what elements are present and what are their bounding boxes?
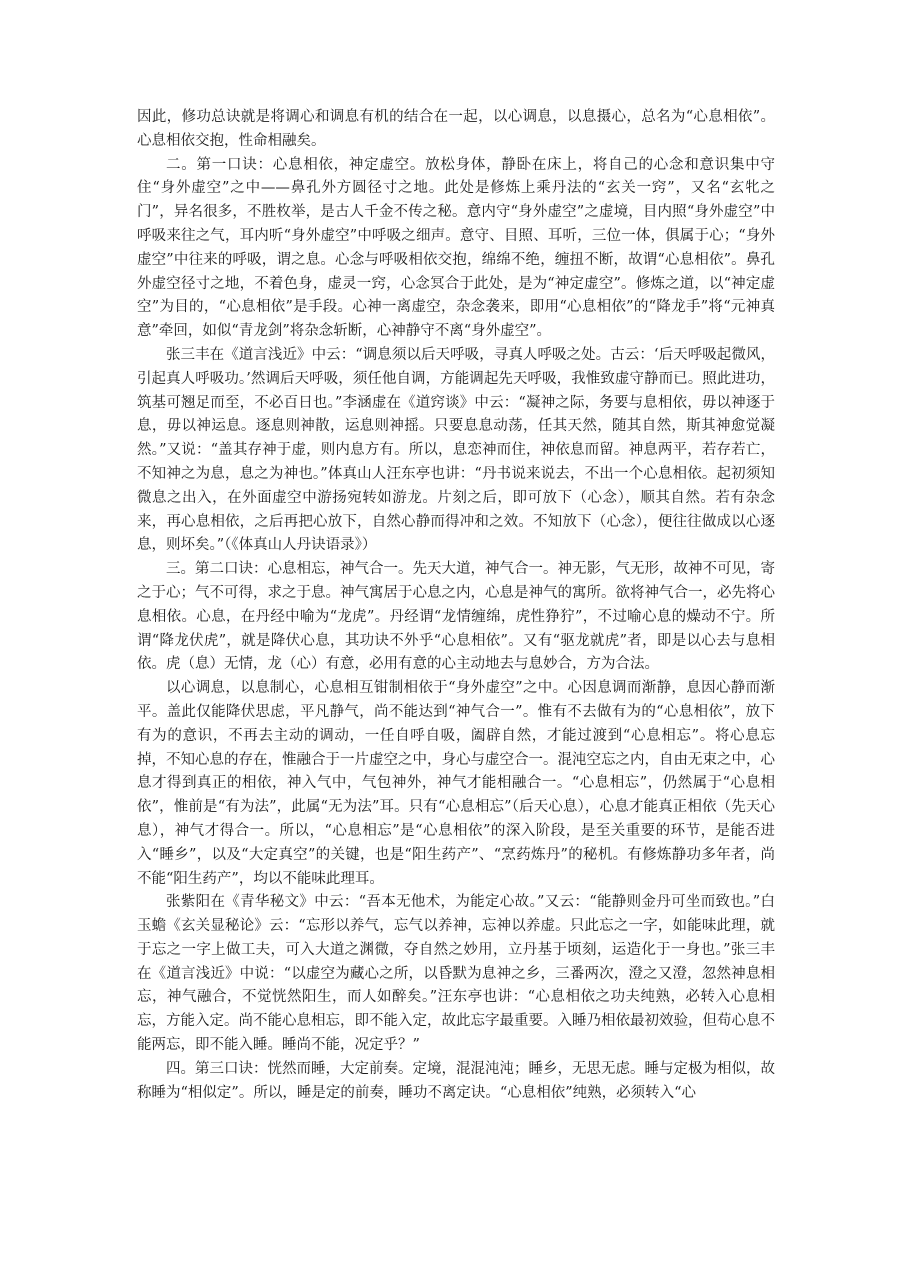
paragraph-zhang-ziyang-quote: 张紫阳在《青华秘文》中云：“吾本无他术，为能定心故。”又云：“能静则金丹可坐而致也。”白玉蟾《玄关显秘论》云：“忘形以养气，忘气以养神，忘神以养虚。只此忘之一字，如能味此理，就于忘之一字上做工夫，可入大道之渊微，夺自然之妙用，立丹基于顷刻，运造化于一身也。”张三丰在《道言浅近》中说：“以虚空为藏心之所，以昏默为息神之乡，三番两次，澄之又澄，忽然神息相忘，神气融合，不觉恍然阳生，而人如醉矣。”汪东亭也讲：“心息相依之功夫纯熟，必转入心息相忘，方能入定。尚不能心息相忘，即不能入定，故此忘字最重要。入睡乃相依最初效验，但苟心息不能两忘，即不能入睡。睡尚不能，况定乎？” (137, 894, 775, 1054)
document-body (137, 106, 775, 1105)
paragraph-third-oral-formula: 四。第三口诀：恍然而睡，大定前奏。定境，混混沌沌；睡乡，无思无虑。睡与定极为相似，故称睡为“相似定”。所以，睡是定的前奏，睡功不离定诀。“心息相依”纯熟，必须转入“心 (137, 1060, 775, 1101)
paragraph-first-oral-formula: 二。第一口诀：心息相依，神定虚空。放松身体，静卧在床上，将自己的心念和意识集中守住“身外虚空”之中——鼻孔外方圆径寸之地。此处是修炼上乘丹法的“玄关一窍”，又名“玄牝之门”，异名很多，不胜枚举，是古人千金不传之秘。意内守“身外虚空”之虚境，目内照“身外虚空”中呼吸来往之气，耳内听“身外虚空”中呼吸之细声。意守、目照、耳听，三位一体，俱属于心；“身外虚空”中往来的呼吸，谓之息。心念与呼吸相依交抱，绵绵不绝，缠扭不断，故谓“心息相依”。鼻孔外虚空径寸之地，不着色身，虚灵一窍，心念冥合于此处，是为“神定虚空”。修炼之道，以“神定虚空”为目的，“心息相依”是手段。心神一离虚空，杂念袭来，即用“心息相依”的“降龙手”将“元神真意”牵回，如似“青龙剑”将杂念斩断，心神静守不离“身外虚空”。 (137, 156, 775, 340)
paragraph-zhang-sanfeng-quote: 张三丰在《道言浅近》中云：“调息须以后天呼吸，寻真人呼吸之处。古云：‘后天呼吸起微风，引起真人呼吸功。’然调后天呼吸，须任他自调，方能调起先天呼吸，我惟致虚守静而已。照此进功，筑基可翘足而至，不必百日也。”李涵虚在《道窍谈》中云：“凝神之际，务要与息相依，毋以神逐于息，毋以神运息。逐息则神散，运息则神摇。只要息息动荡，任其天然，随其自然，斯其神愈觉凝然。”又说：“盖其存神于虚，则内息方有。所以，息恋神而住，神依息而留。神息两平，若存若亡，不知神之为息，息之为神也。”体真山人汪东亭也讲：“丹书说来说去，不出一个心息相依。起初须知微息之出入，在外面虚空中游扬宛转如游龙。片刻之后，即可放下（心念），顺其自然。若有杂念来，再心息相依，之后再把心放下，自然心静而得冲和之效。不知放下（心念），便往往做成以心逐息，则坏矣。”（《体真山人丹诀语录》） (137, 346, 775, 554)
paragraph-second-oral-formula: 三。第二口诀：心息相忘，神气合一。先天大道，神气合一。神无影，气无形，故神不可见，寄之于心；气不可得，求之于息。神气寓居于心息之内，心息是神气的寓所。欲将神气合一，必先将心息相依。心息，在丹经中喻为“龙虎”。丹经谓“龙情缠绵，虎性狰狞”，不过喻心息的燥动不宁。所谓“降龙伏虎”，就是降伏心息，其功诀不外乎“心息相依”。又有“驱龙就虎”者，即是以心去与息相依。虎（息）无情，龙（心）有意，必用有意的心主动地去与息妙合，方为合法。 (137, 561, 775, 673)
paragraph-intro-conclusion: 因此，修功总诀就是将调心和调息有机的结合在一起，以心调息，以息摄心，总名为“心息相依”。心息相依交抱，性命相融矣。 (137, 109, 775, 149)
paragraph-mind-breath-regulation: 以心调息，以息制心，心息相互钳制相依于“身外虚空”之中。心因息调而渐静，息因心静而渐平。盖此仅能降伏思虑，平凡静气，尚不能达到“神气合一”。惟有不去做有为的“心息相依”，放下有为的意识，不再去主动的调动，一任自呼自吸，阖辟自然，才能过渡到“心息相忘”。将心息忘掉，不知心息的存在，惟融合于一片虚空之中，身心与虚空合一。混沌空忘之内，自由无束之中，心息才得到真正的相依，神入气中，气包神外，神气才能相融合一。“心息相忘”，仍然属于“心息相依”，惟前是“有为法”，此属“无为法”耳。只有“心息相忘”（后天心息），心息才能真正相依（先天心息），神气才得合一。所以，“心息相忘”是“心息相依”的深入阶段，是至关重要的环节，是能否进入“睡乡”，以及“大定真空”的关键，也是“阳生药产”、“烹药炼丹”的秘机。有修炼静功多年者，尚不能“阳生药产”，均以不能味此理耳。 (137, 680, 775, 887)
